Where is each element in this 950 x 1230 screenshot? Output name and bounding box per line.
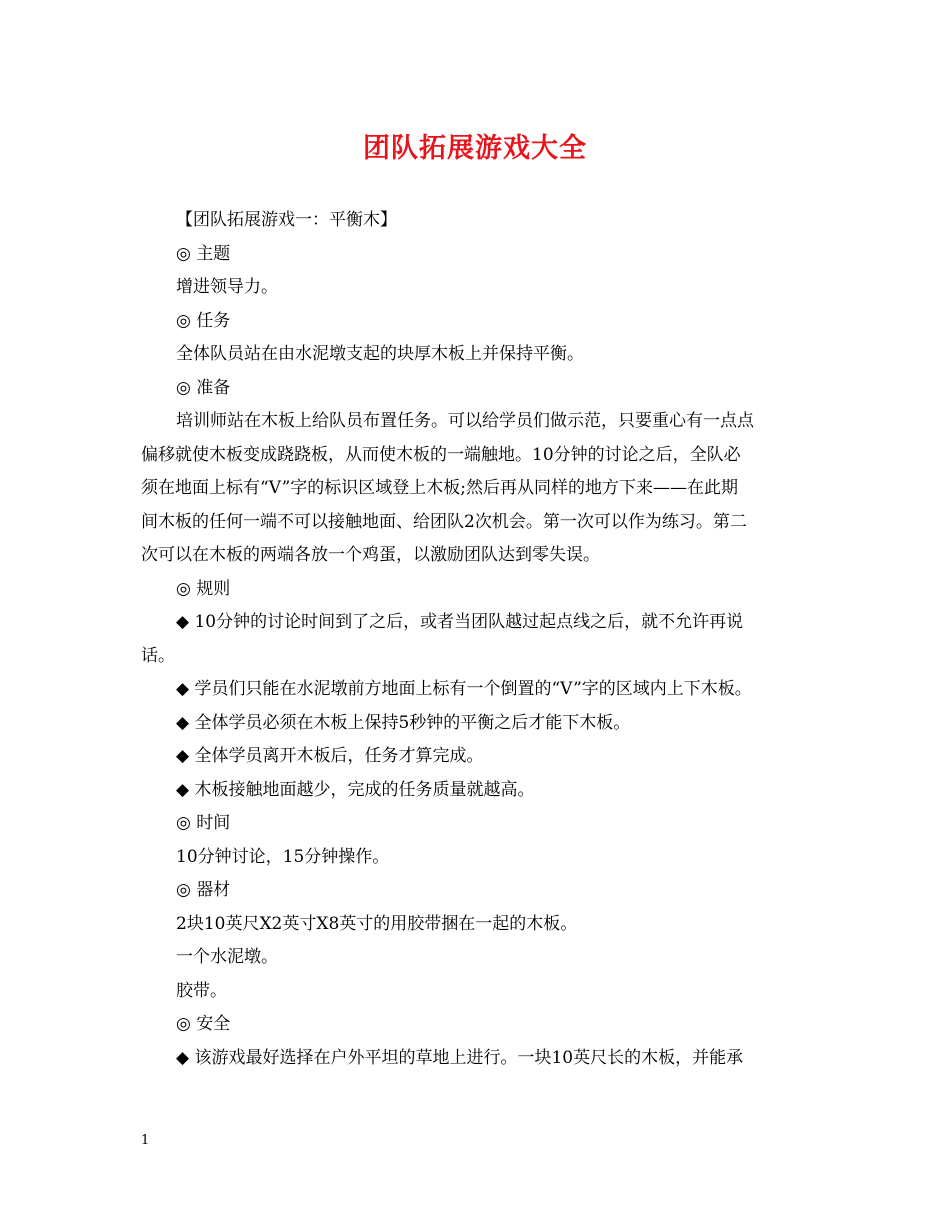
rule-item: ◆ 木板接触地面越少，完成的任务质量就越高。 [176,779,535,800]
rule-item: ◆ 全体学员离开木板后，任务才算完成。 [176,746,484,766]
document-title: 团队拓展游戏大全 [363,133,587,164]
safety-heading: ◎ 安全 [176,1014,231,1034]
time-text: 10分钟讨论，15分钟操作。 [176,846,390,867]
rule-item: ◆ 学员们只能在水泥墩前方地面上标有一个倒置的“V”字的区域内上下木板。 [176,679,752,699]
task-heading: ◎ 任务 [176,310,231,331]
topic-heading: ◎ 主题 [176,243,231,264]
document-body [141,204,821,1075]
rule-item: ◆ 10分钟的讨论时间到了之后，或者当团队越过起点线之后，就不允许再说 [176,612,744,632]
rule-item-continuation: 话。 [141,645,175,666]
time-heading: ◎ 时间 [176,813,231,833]
equipment-item: 一个水泥墩。 [176,947,278,967]
equipment-item: 2块10英尺X2英寸X8英寸的用胶带捆在一起的木板。 [176,913,578,934]
equipment-item: 胶带。 [176,980,227,1001]
page-number: 1 [141,1133,150,1148]
prep-line: 须在地面上标有“V”字的标识区域登上木板;然后再从同样的地方下来——在此期 [141,478,739,498]
prep-line: 偏移就使木板变成跷跷板，从而使木板的一端触地。10分钟的讨论之后，全队必 [141,444,741,465]
prep-heading: ◎ 准备 [176,377,231,398]
section-heading: 【团队拓展游戏一：平衡木】 [176,210,397,230]
rules-heading: ◎ 规则 [176,578,231,599]
prep-line: 培训师站在木板上给队员布置任务。可以给学员们做示范，只要重心有一点点 [176,411,754,431]
equipment-heading: ◎ 器材 [176,880,231,900]
task-text: 全体队员站在由水泥墩支起的块厚木板上并保持平衡。 [176,344,584,364]
prep-line: 次可以在木板的两端各放一个鸡蛋，以激励团队达到零失误。 [141,545,600,565]
prep-line: 间木板的任何一端不可以接触地面、给团队2次机会。第一次可以作为练习。第二 [141,511,747,532]
rule-item: ◆ 全体学员必须在木板上保持5秒钟的平衡之后才能下木板。 [176,712,631,733]
topic-text: 增进领导力。 [176,277,278,297]
safety-item: ◆ 该游戏最好选择在户外平坦的草地上进行。一块10英尺长的木板，并能承 [176,1047,744,1068]
